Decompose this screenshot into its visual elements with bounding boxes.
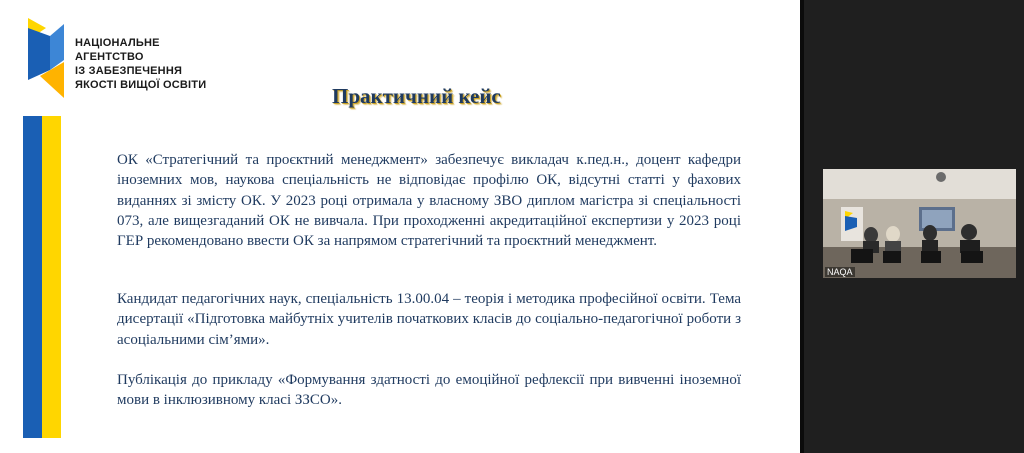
case-paragraph-2: Кандидат педагогічних наук, спеціальність 13.00.04 – теорія і методика професійної освіти. Тема дисертації «Підготовка майбутніх учителів початкових класів до соціально-педагогічної роботи з асоціальними сім’ями».	[117, 291, 741, 348]
case-paragraph-1: ОК «Стратегічний та проєктний менеджмент» забезпечує викладач к.пед.н., доцент кафедри іноземних мов, наукова спеціальність не відповідає профілю ОК, відсутні статті у фахових виданнях зі змісту ОК. У 2023 році отримала у власному ЗВО диплом магістра зі спеціальності 073, але вищезгаданий ОК не вивчала. При проходженні акредитаційної експертизи у 2023 році ГЕР рекомендовано ввести ОК за напрямом стратегічний та проєктний менеджмент.	[117, 152, 741, 250]
participant-video-tile[interactable]	[823, 169, 1016, 278]
org-name-line: НАЦІОНАЛЬНЕ	[75, 37, 160, 49]
flag-stripe-yellow	[42, 116, 61, 438]
org-name-line: АГЕНТСТВО	[75, 51, 144, 63]
conference-room-video	[823, 169, 1016, 278]
org-name-line: ІЗ ЗАБЕЗПЕЧЕННЯ	[75, 65, 183, 77]
naqa-logo-icon	[26, 14, 66, 98]
organization-name	[75, 36, 206, 92]
participant-name-label: NAQA	[827, 267, 853, 277]
slide-title: Практичний кейс	[332, 84, 501, 108]
flag-stripe-blue	[23, 116, 42, 438]
case-paragraph-3: Публікація до прикладу «Формування здатності до емоційної рефлексії при вивченні іноземної мови в інклюзивному класі ЗЗСО».	[117, 372, 741, 409]
slide-border	[800, 0, 804, 453]
org-name-line: ЯКОСТІ ВИЩОЇ ОСВІТИ	[75, 79, 207, 91]
